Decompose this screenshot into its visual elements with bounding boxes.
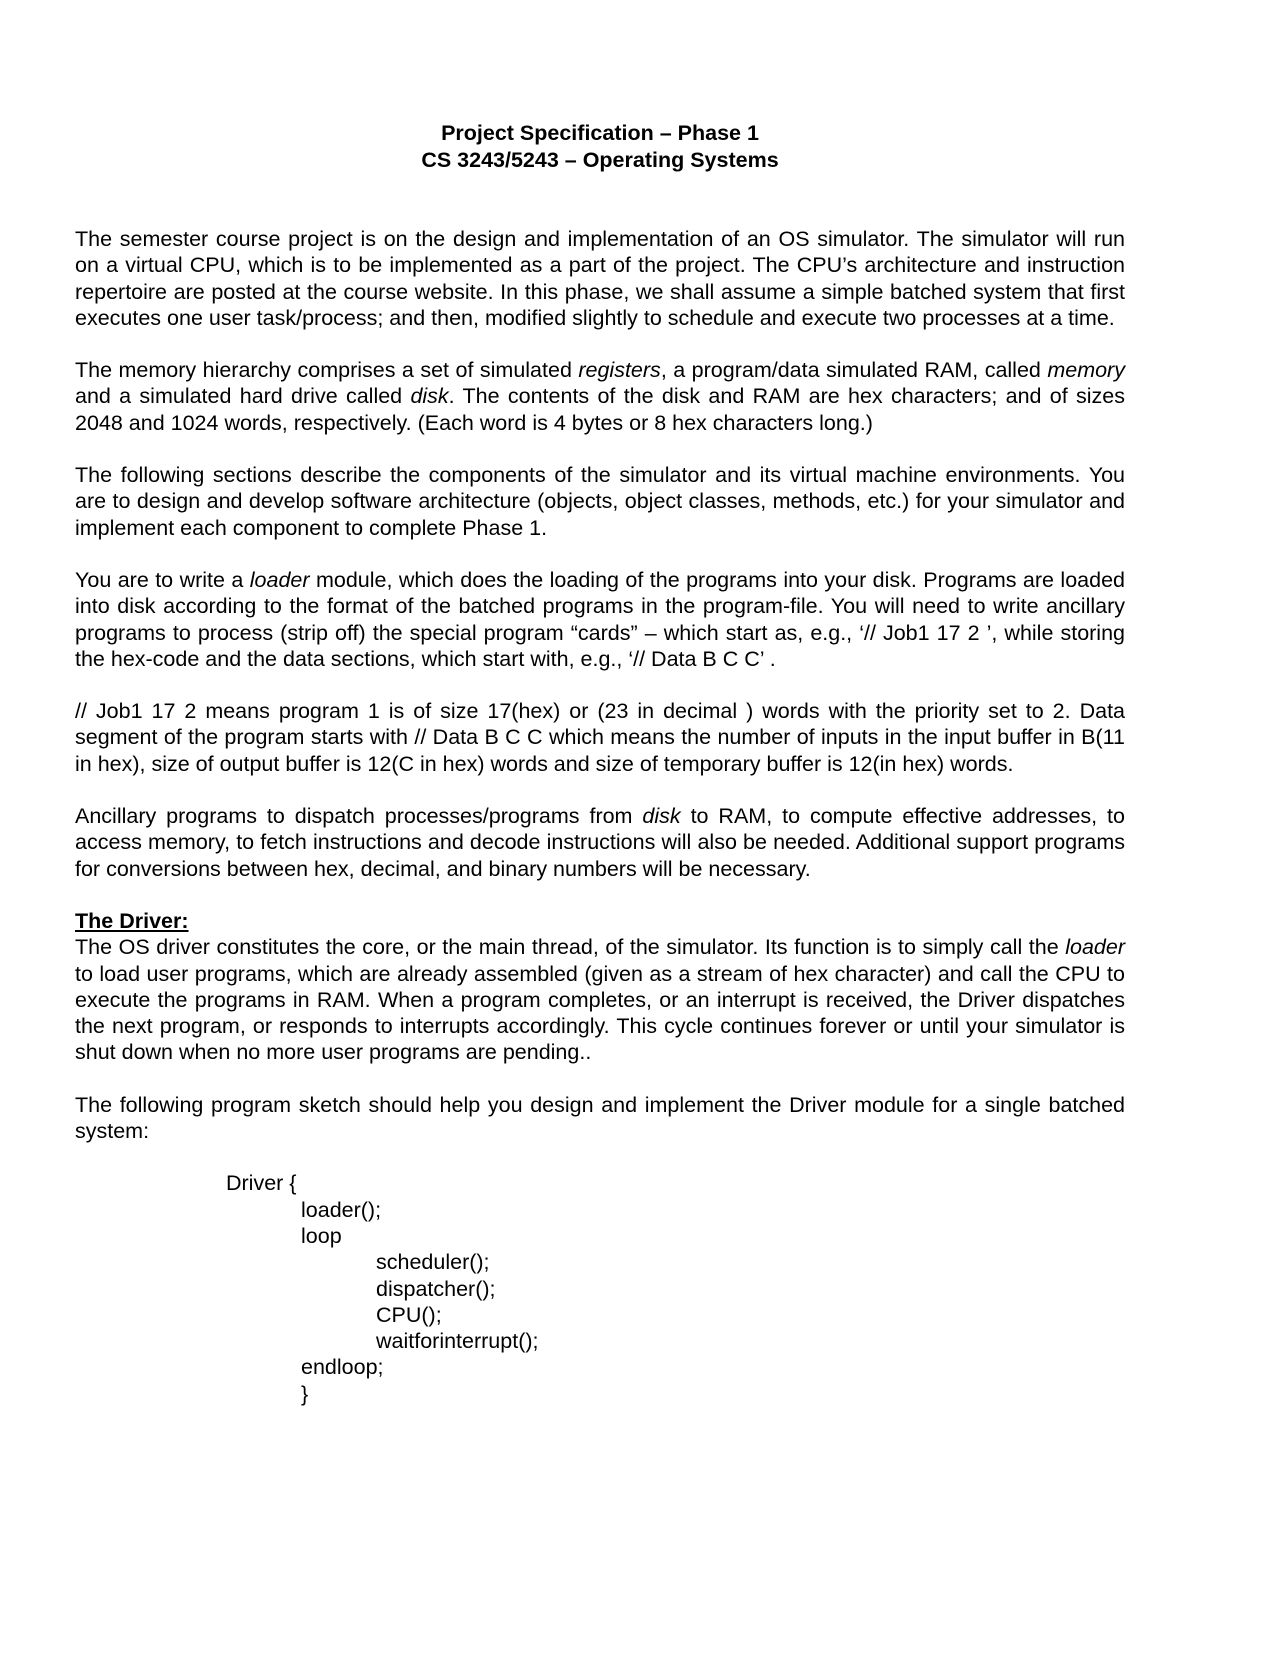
driver-code-sketch bbox=[226, 1170, 1125, 1407]
loader-paragraph bbox=[75, 567, 1125, 672]
code-line: } bbox=[301, 1381, 309, 1406]
components-paragraph: The following sections describe the components of the simulator and its virtual machine environments. You are to design and develop software architecture (objects, object classes, methods, etc.) for your simulator and implement each component to complete Phase 1. bbox=[75, 463, 1125, 540]
title-line-1: Project Specification – Phase 1 bbox=[441, 121, 759, 145]
text-run: , a program/data simulated RAM, called bbox=[660, 358, 1048, 383]
driver-paragraph bbox=[75, 908, 1125, 1066]
code-line: loop bbox=[301, 1223, 342, 1248]
document-title bbox=[75, 120, 1125, 174]
title-line-2: CS 3243/5243 – Operating Systems bbox=[421, 148, 779, 172]
italic-term-loader: loader bbox=[1065, 935, 1125, 960]
text-run: to RAM, to compute effective addresses, to access memory, to fetch instructions and decode instructions will also be needed. Additional support programs for conversions between hex, decimal, and binary numbers will be necessary. bbox=[75, 804, 1125, 881]
code-line: Driver { bbox=[226, 1171, 297, 1196]
code-line: endloop; bbox=[301, 1355, 384, 1380]
driver-section bbox=[75, 908, 1125, 1407]
text-run: to load user programs, which are already assembled (given as a stream of hex character) and call the CPU to execute the programs in RAM. When a program completes, or an interrupt is received, the Driver dispatches the next program, or responds to interrupts accordingly. This cycle continues forever or until your simulator is shut down when no more user programs are pending.. bbox=[75, 961, 1125, 1065]
job-card-paragraph: // Job1 17 2 means program 1 is of size 17(hex) or (23 in decimal ) words with the priority set to 2. Data segment of the program starts with // Data B C C which means the number of inputs in the input buffer in B(11 in hex), size of output buffer is 12(C in hex) words and size of temporary buffer is 12(in hex) words. bbox=[75, 699, 1125, 776]
code-line: scheduler(); bbox=[376, 1250, 490, 1275]
italic-term-disk: disk bbox=[642, 804, 681, 829]
italic-term-disk: disk bbox=[410, 384, 449, 409]
document-page bbox=[75, 120, 1125, 1407]
text-run: and a simulated hard drive called bbox=[75, 384, 411, 409]
ancillary-paragraph bbox=[75, 803, 1125, 882]
italic-term-loader: loader bbox=[249, 567, 310, 592]
code-line: dispatcher(); bbox=[376, 1276, 496, 1301]
code-line: CPU(); bbox=[376, 1302, 442, 1327]
italic-term-memory: memory bbox=[1047, 358, 1125, 383]
italic-term-registers: registers bbox=[578, 358, 661, 383]
text-run: module, which does the loading of the programs into your disk. Programs are loaded into disk according to the format of the batched programs in the program-file. You will need to write ancillary programs to process (strip off) the special program “cards” – which start as, e.g., ‘// Job1 17 2 ’, while storing the hex-code and the data sections, which start with, e.g., ‘// Data B C C’ . bbox=[75, 567, 1125, 671]
text-run: The OS driver constitutes the core, or the main thread, of the simulator. Its function is to simply call the bbox=[75, 935, 1066, 960]
text-run: You are to write a bbox=[75, 567, 250, 592]
text-run: . The contents of the disk and RAM are hex characters; and of sizes 2048 and 1024 words, respectively. (Each word is 4 bytes or 8 hex characters long.) bbox=[75, 384, 1125, 435]
code-line: loader(); bbox=[301, 1197, 382, 1222]
program-sketch-paragraph: The following program sketch should help you design and implement the Driver module for a single batched system: bbox=[75, 1092, 1125, 1144]
section-heading-driver: The Driver: bbox=[75, 908, 189, 933]
code-line: waitforinterrupt(); bbox=[376, 1329, 539, 1354]
text-run: Ancillary programs to dispatch processes/programs from bbox=[75, 804, 643, 829]
text-run: The memory hierarchy comprises a set of simulated bbox=[75, 358, 579, 383]
intro-paragraph: The semester course project is on the design and implementation of an OS simulator. The simulator will run on a virtual CPU, which is to be implemented as a part of the project. The CPU’s architecture and instruction repertoire are posted at the course website. In this phase, we shall assume a simple batched system that first executes one user task/process; and then, modified slightly to schedule and execute two processes at a time. bbox=[75, 227, 1125, 330]
memory-hierarchy-paragraph bbox=[75, 357, 1125, 436]
